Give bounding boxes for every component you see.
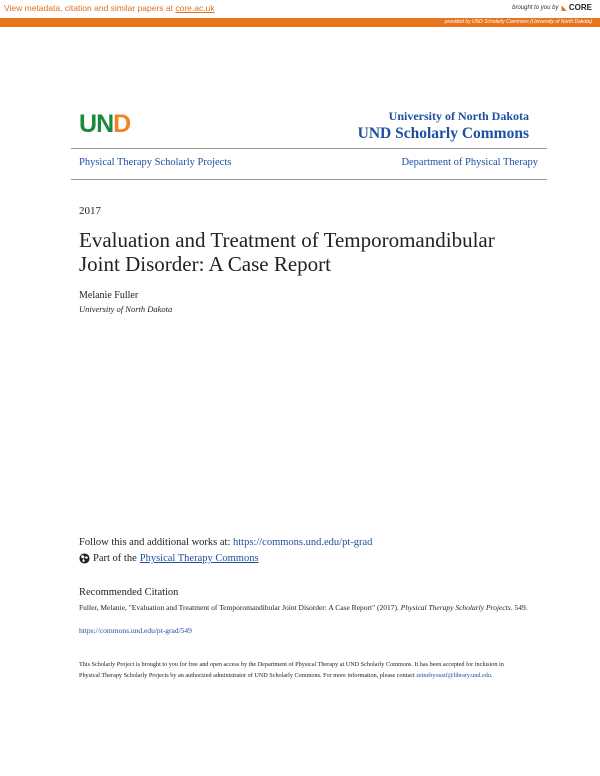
core-banner — [0, 0, 600, 18]
series-link[interactable]: Physical Therapy Scholarly Projects — [79, 157, 232, 168]
core-link[interactable]: core.ac.uk — [175, 3, 215, 13]
provider-text[interactable]: provided by UND Scholarly Commons (University of North Dakota) — [444, 19, 592, 25]
und-logo-u: U — [79, 110, 97, 138]
institution-block — [358, 109, 529, 143]
und-logo[interactable] — [79, 110, 130, 139]
notice-end: . — [490, 671, 493, 679]
notice-text: This Scholarly Project is brought to you for free and open access by the Department of Physical Therapy at UND Scholarly Commons. It has been accepted for inclusion in Physical Therapy Scholarly Projects by an authorized administrator of UND Scholarly Commons. For more information, please contact — [79, 661, 504, 679]
author-affiliation: University of North Dakota — [79, 304, 173, 314]
citation-heading: Recommended Citation — [79, 587, 179, 598]
network-icon — [79, 553, 90, 564]
author-name: Melanie Fuller — [79, 290, 139, 301]
follow-line — [79, 537, 372, 548]
publication-year: 2017 — [79, 205, 101, 217]
citation-text — [79, 602, 539, 613]
core-logo — [561, 3, 592, 12]
core-logo-label: CORE — [568, 3, 592, 12]
paper-title: Evaluation and Treatment of Temporomandibular Joint Disorder: A Case Report — [79, 228, 495, 276]
follow-label: Follow this and additional works at: — [79, 537, 233, 548]
provider-bar — [0, 18, 600, 27]
repository-name[interactable]: UND Scholarly Commons — [357, 125, 529, 142]
core-metadata-label: View metadata, citation and similar papers at — [4, 3, 176, 13]
contact-email-link[interactable]: zeinebyousif@library.und.edu — [416, 671, 491, 679]
core-brought-by[interactable] — [512, 3, 592, 12]
department-link[interactable]: Department of Physical Therapy — [401, 157, 538, 168]
access-notice — [79, 660, 519, 681]
follow-url-link[interactable]: https://commons.und.edu/pt-grad — [233, 537, 373, 548]
part-of-line — [79, 553, 259, 564]
core-metadata-text — [4, 3, 215, 13]
core-logo-icon: ◣ — [561, 4, 567, 12]
commons-link[interactable]: Physical Therapy Commons — [139, 553, 259, 564]
citation-url-link[interactable]: https://commons.und.edu/pt-grad/549 — [79, 626, 192, 635]
citation-suffix: . 549. — [510, 603, 528, 612]
header-divider-bottom — [71, 179, 547, 180]
header-divider-top — [71, 148, 547, 149]
brought-by-label: brought to you by — [512, 4, 559, 11]
citation-body: Fuller, Melanie, "Evaluation and Treatment of Temporomandibular Joint Disorder: A Case Report" (2017). — [79, 603, 401, 612]
citation-series: Physical Therapy Scholarly Projects — [400, 603, 511, 612]
und-logo-n: N — [96, 110, 114, 138]
institution-name[interactable]: University of North Dakota — [388, 109, 529, 123]
part-of-label: Part of the — [93, 553, 137, 564]
und-logo-d: D — [113, 110, 131, 138]
